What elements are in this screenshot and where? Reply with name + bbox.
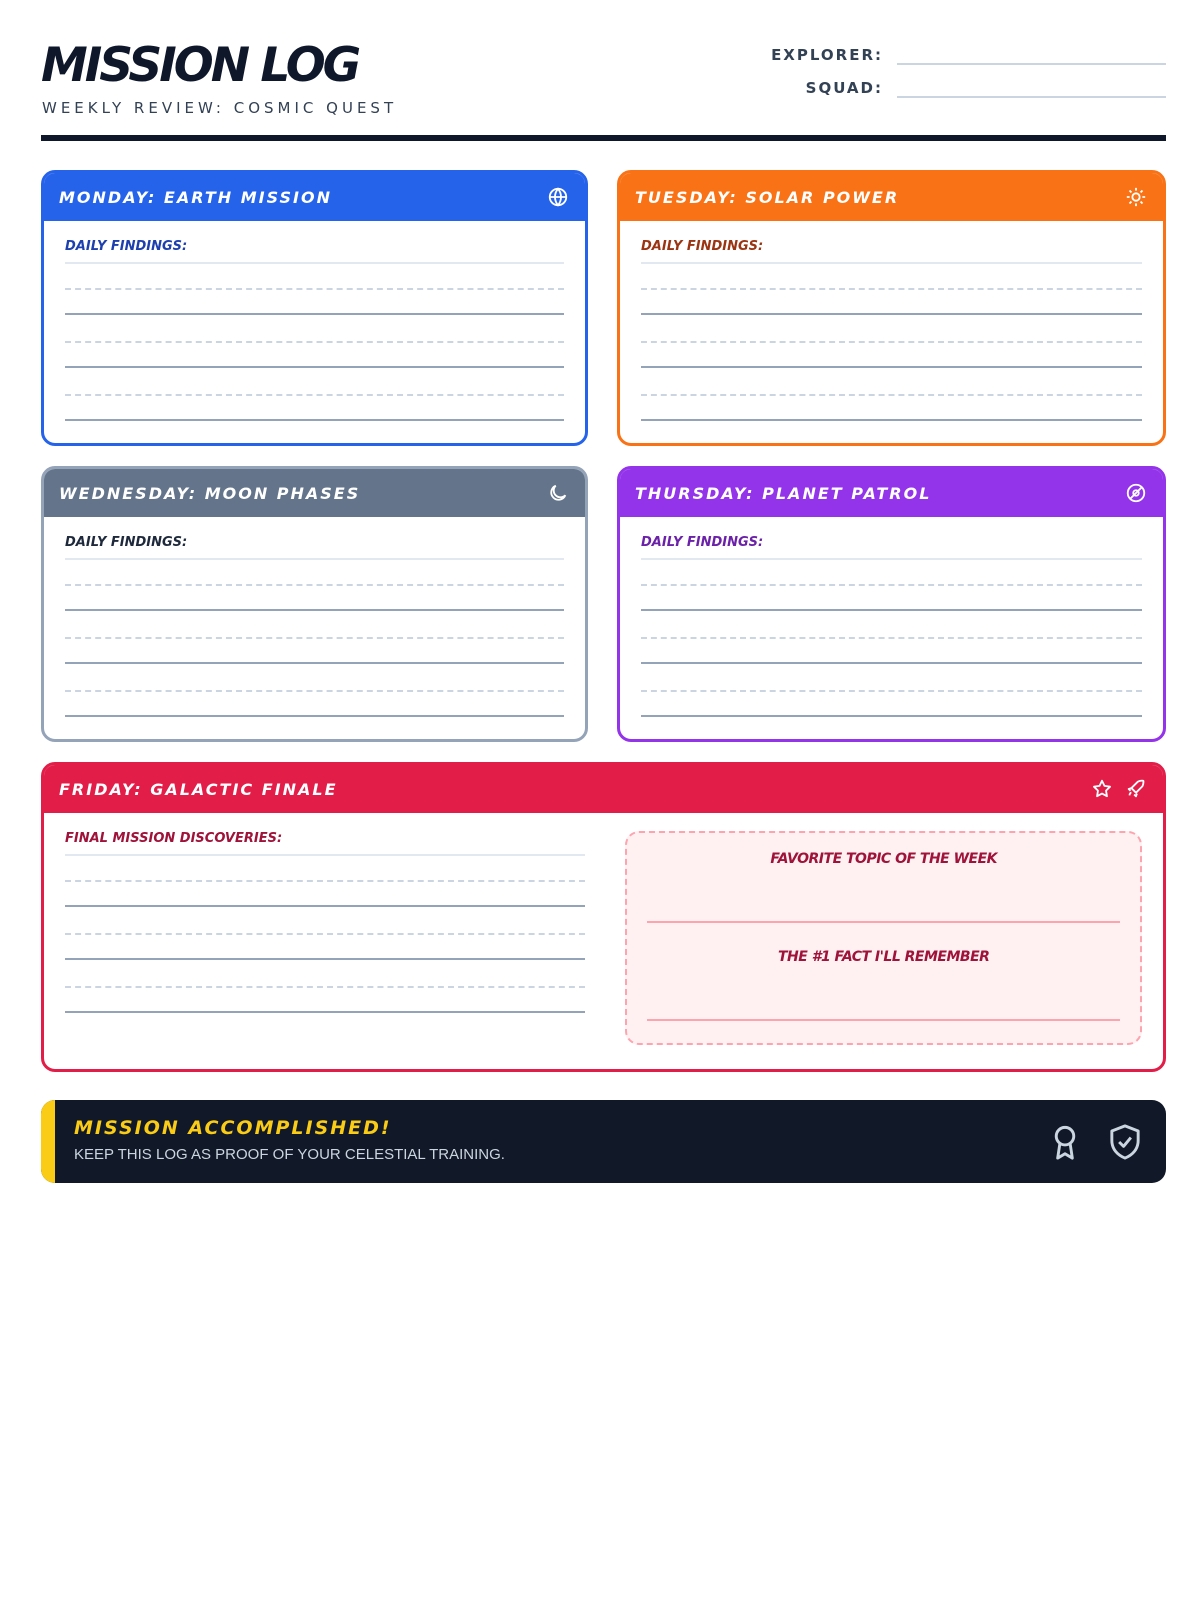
award-icon	[1046, 1122, 1084, 1162]
banner-subtitle: KEEP THIS LOG AS PROOF OF YOUR CELESTIAL TRAINING.	[74, 1146, 505, 1163]
mission-accomplished-banner	[41, 1100, 1166, 1183]
shield-check-icon	[1106, 1122, 1144, 1162]
friday-card-header	[44, 765, 1163, 813]
writing-line[interactable]	[641, 613, 1142, 666]
wednesday-card	[41, 466, 588, 742]
writing-line[interactable]	[65, 962, 585, 1015]
tuesday-title: TUESDAY: SOLAR POWER	[635, 187, 900, 207]
thursday-findings-label: DAILY FINDINGS:	[641, 535, 1142, 560]
favorite-topic-label: FAVORITE TOPIC OF THE WEEK	[770, 851, 998, 867]
friday-highlights-box	[625, 831, 1142, 1045]
planet-icon	[1124, 481, 1148, 505]
wednesday-findings-label: DAILY FINDINGS:	[65, 535, 564, 560]
header-divider	[41, 135, 1166, 141]
star-icon	[1090, 777, 1114, 801]
sun-icon	[1124, 185, 1148, 209]
squad-field-row	[753, 73, 1166, 103]
writing-line[interactable]	[65, 856, 585, 909]
page-header	[41, 36, 1166, 142]
thursday-card-header	[620, 469, 1163, 517]
writing-line[interactable]	[641, 370, 1142, 423]
monday-card	[41, 170, 588, 446]
monday-card-header	[44, 173, 585, 221]
friday-card	[41, 762, 1166, 1072]
moon-icon	[546, 481, 570, 505]
tuesday-card-header	[620, 173, 1163, 221]
globe-icon	[546, 185, 570, 209]
explorer-label: EXPLORER:	[771, 46, 883, 64]
squad-name-line[interactable]	[897, 96, 1166, 98]
writing-line[interactable]	[65, 317, 564, 370]
writing-line[interactable]	[65, 613, 564, 666]
top-fact-label: THE #1 FACT I'LL REMEMBER	[778, 949, 990, 965]
banner-title: MISSION ACCOMPLISHED!	[74, 1117, 392, 1139]
writing-line[interactable]	[641, 666, 1142, 719]
monday-title: MONDAY: EARTH MISSION	[59, 187, 332, 207]
banner-accent-stripe	[41, 1100, 55, 1183]
monday-findings-label: DAILY FINDINGS:	[65, 239, 564, 264]
writing-line[interactable]	[65, 264, 564, 317]
explorer-name-line[interactable]	[897, 63, 1166, 65]
writing-line[interactable]	[641, 317, 1142, 370]
writing-line[interactable]	[641, 264, 1142, 317]
friday-discoveries-label: FINAL MISSION DISCOVERIES:	[65, 831, 585, 856]
squad-label: SQUAD:	[805, 79, 883, 97]
friday-discoveries-section	[65, 831, 585, 1045]
rocket-icon	[1124, 777, 1148, 801]
explorer-field-row	[753, 40, 1166, 70]
wednesday-card-header	[44, 469, 585, 517]
friday-title: FRIDAY: GALACTIC FINALE	[59, 779, 338, 799]
writing-line[interactable]	[65, 560, 564, 613]
favorite-topic-line[interactable]	[647, 921, 1120, 923]
top-fact-line[interactable]	[647, 1019, 1120, 1021]
writing-line[interactable]	[65, 909, 585, 962]
writing-line[interactable]	[641, 560, 1142, 613]
writing-line[interactable]	[65, 370, 564, 423]
writing-line[interactable]	[65, 666, 564, 719]
thursday-title: THURSDAY: PLANET PATROL	[635, 483, 932, 503]
tuesday-findings-label: DAILY FINDINGS:	[641, 239, 1142, 264]
tuesday-card	[617, 170, 1166, 446]
page-title: MISSION LOG	[41, 38, 359, 93]
page-subtitle: WEEKLY REVIEW: COSMIC QUEST	[42, 99, 398, 117]
wednesday-title: WEDNESDAY: MOON PHASES	[59, 483, 361, 503]
thursday-card	[617, 466, 1166, 742]
